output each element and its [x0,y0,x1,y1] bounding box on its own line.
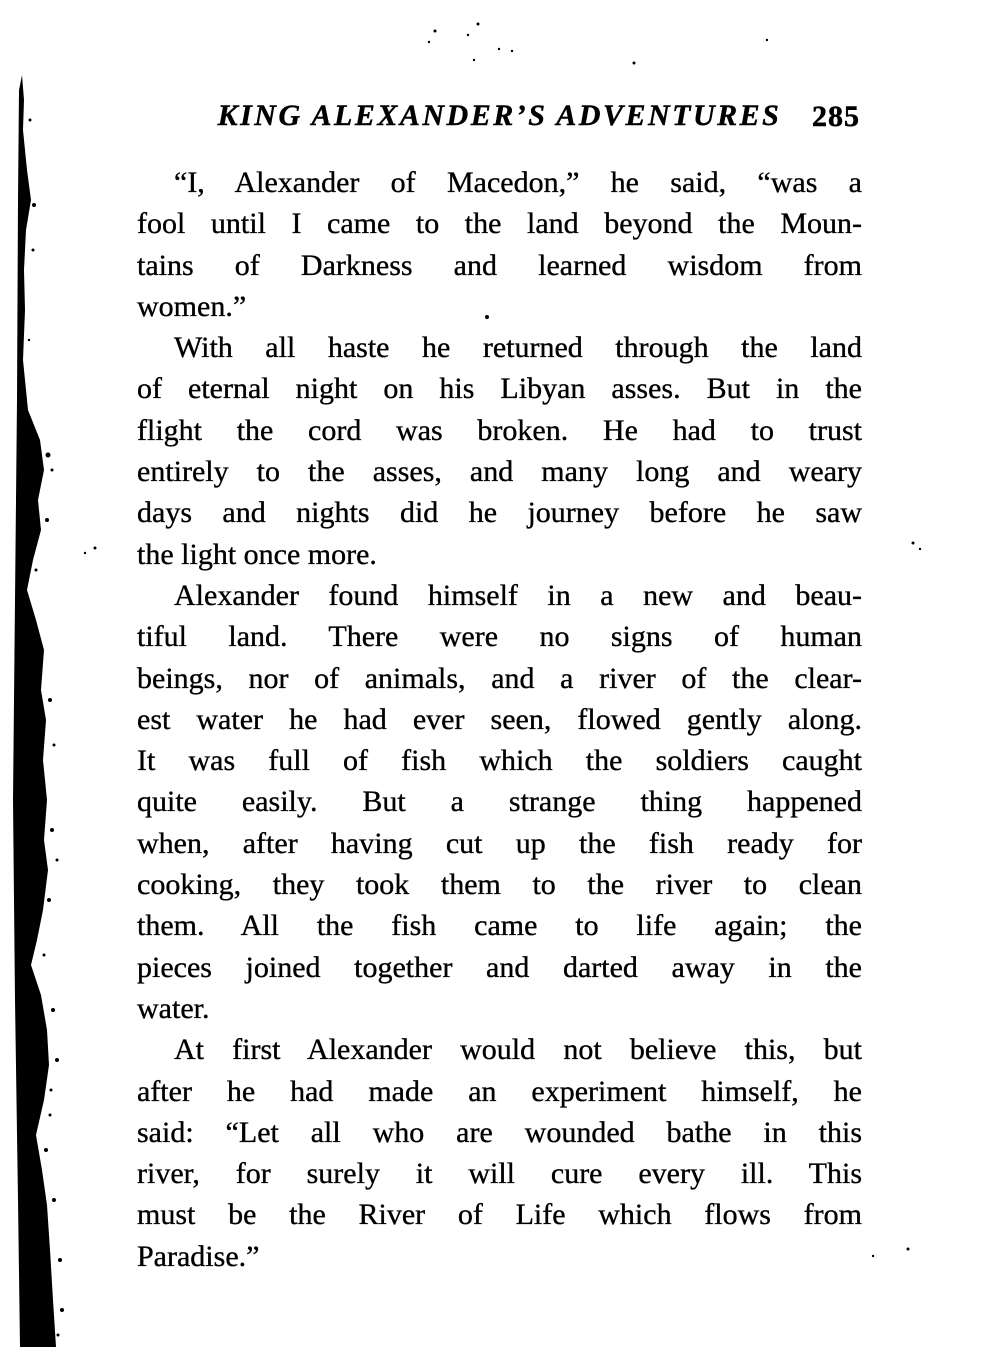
text-line: beings, nor of animals, and a river of the clear- [137,661,862,695]
text-line: must be the River of Life which flows from [137,1198,862,1232]
text-line: quite easily. But a strange thing happened [137,785,862,819]
text-line: It was full of fish which the soldiers caught [137,744,862,778]
text-line: tains of Darkness and learned wisdom from [137,248,862,282]
text-line: est water he had ever seen, flowed gently along. [137,702,862,736]
paragraph [137,162,862,327]
text-line: when, after having cut up the fish ready for [137,826,862,860]
text-line: said: “Let all who are wounded bathe in this [137,1115,862,1149]
text-line: “I, Alexander of Macedon,” he said, “was a [174,166,862,199]
text-line: pieces joined together and darted away in the [137,950,862,984]
text-line: water. [137,991,210,1025]
text-line: Alexander found himself in a new and beau- [174,578,862,612]
paragraph [137,327,862,575]
text-line: fool until I came to the land beyond the Moun- [137,207,862,241]
paragraph [137,575,862,1029]
text-line: after he had made an experiment himself, he [137,1074,862,1108]
text-line: them. All the fish came to life again; the [137,909,862,943]
text-line: With all haste he returned through the land [174,331,862,365]
text-line: Paradise.” [137,1239,260,1273]
running-header [137,99,862,141]
text-line: cooking, they took them to the river to clean [137,868,862,902]
text-line: At first Alexander would not believe this, but [174,1033,862,1067]
text-line: tiful land. There were no signs of human [137,620,862,654]
text-column [137,162,862,1277]
page-number: 285 [812,100,860,133]
text-line: the light once more. [137,537,377,571]
text-line: of eternal night on his Libyan asses. But in the [137,372,862,406]
text-line: entirely to the asses, and many long and weary [137,455,862,489]
text-line: women.” [137,289,247,323]
text-line: days and nights did he journey before he saw [137,496,862,530]
text-line: river, for surely it will cure every ill. This [137,1157,862,1191]
text-line: flight the cord was broken. He had to trust [137,413,862,447]
paragraph [137,1029,862,1277]
page-title: KING ALEXANDER’S ADVENTURES [217,99,782,132]
